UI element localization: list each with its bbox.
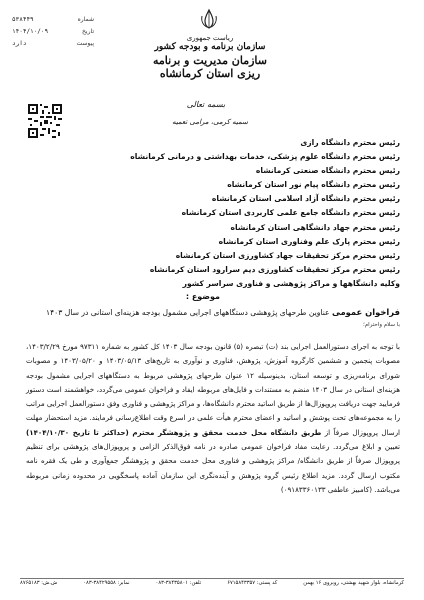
letter-meta [12,14,94,50]
footer-postal: کد پستی: ۶۷۱۵۸۴۳۳۵۷ [227,580,278,586]
letter-footer [20,580,404,586]
emblem-icon [198,8,220,30]
recipient-item: رئیس محترم دانشگاه پیام نور استان کرمانشاه [227,180,400,190]
footer-fax: نمابر: ۳۸۴۲۹۵۵۸-۰۸۳ [83,580,130,586]
body-text-1: با توجه به اجرای دستورالعمل اجرایی بند (ت) تبصره (۵) قانون بودجه سال ۱۴۰۳ کل کشور به شماره ۹۷۳۱۱ مورخ ۱۴۰۳/۲/۲۹، مصوبات پنجمین و ششمین کارگروه آموزش، پژوهش، فناوری و نوآوری به تاریخ‌های ۱۴۰۳/۰۵/۱۳ و ۱۴۰۳/۰۵/۲۰ و مصوبات شورای برنامه‌ریزی و توسعه استان، بدینوسیله ۱۲ عنوان طرحهای پژوهشی مربوط به دستگاههای اجرایی مشمول بودجه هزینه‌ای استانی در سال ۱۴۰۳ منضم به مستندات و فایل‌های مربوطه ایفاد و فراخوان عمومی می‌گردد، خواهشمند است دستور فرمایید جهت دریافت پروپوزال‌ها از طریق اساتید محترم دانشگاه‌ها، و مراکز پژوهشی و فناوری وفق دستورالعمل اجرایی مراتب را به مجموعه‌های تحت پوشش و اساتید و اعضای محترم هیأت علمی در اسرع وقت اطلاع‌رسانی فرمایند. مزید استحضار مهلت ارسال پروپوزال صرفاً از [26,342,400,437]
body-deadline: طریق دانشگاه محل خدمت محقق و پژوهشگر محترم (حداکثر تا تاریخ ۱۴۰۴/۱۰/۳۰) [26,427,322,437]
organization-header [150,34,270,80]
subject-text: عناوین طرحهای پژوهشی دستگاههای اجرایی مشمول بودجه هزینه‌ای استانی در سال ۱۴۰۳ [46,308,330,317]
recipient-item: وکلیه دانشگاهها و مراکز پژوهشی و فناوری سراسر کشور [182,278,400,288]
number-label: شماره [77,16,94,23]
date-value: ۱۴۰۴/۱۰/۰۹ [12,28,49,35]
bismillah: بسمه تعالی [186,100,226,109]
subject-label: موضوع : [185,292,220,301]
footer-id: ش.ش: ۸۷۶۵۱۸۳ [20,580,58,586]
recipient-item: رئیس محترم پارک علم وفناوری استان کرمانشاه [218,236,400,246]
attachment-label: پیوست [76,40,94,47]
recipient-item: رئیس محترم دانشگاه رازی [300,138,400,147]
recipients-list [20,136,400,291]
org-line-1: ریاست جمهوری [186,34,234,42]
footer-address: کرمانشاه، بلوار شهید بهشتی، روبروی ۱۶ بهمن [303,580,404,586]
recipient-item: رئیس محترم مرکز تحقیقات جهاد کشاورزی استان کرمانشاه [175,250,400,260]
attachment-value: دارد [12,40,27,47]
org-line-2: سازمان برنامه و بودجه کشور [154,42,266,52]
date-label: تاریخ [82,28,94,35]
recipient-item: رئیس محترم دانشگاه جامع علمی کاربردی استان کرمانشاه [181,208,400,218]
recipient-item: رئیس محترم جهاد دانشگاهی استان کرمانشاه [230,222,400,232]
qr-code-icon [28,104,62,138]
subject-line [20,306,400,319]
recipient-item: رئیس محترم دانشگاه آزاد اسلامی استان کرمانشاه [211,194,400,204]
recipient-item: رئیس محترم مرکز تحقیقات کشاورزی دیم سرارود استان کرمانشاه [149,264,400,274]
letter-body [26,340,400,497]
number-value: ۵۳۸۴۴۹ [12,16,34,23]
greeting-salam: با سلام واحترام؛ [363,322,400,328]
subject-title: فراخوان عمومی [331,307,400,317]
recipient-item: رئیس محترم دانشگاه علوم پزشکی، خدمات بهداشتی و درمانی کرمانشاه [130,152,400,162]
org-line-3: سازمان مدیریت و برنامه ریزی استان کرمانشاه [153,54,267,80]
footer-phone: تلفن: ۳۸۴۳۵۸۰۱-۰۸۳ [155,580,202,586]
footer-divider [20,578,404,579]
greeting-line: سمیه کرمی، مرامی تعمیه [172,118,248,126]
recipient-item: رئیس محترم دانشگاه صنعتی کرمانشاه [255,166,400,176]
body-text-2: تعیین و ابلاغ می‌گردد. رعایت مفاد فراخوان عمومی صادره در نامه فوق‌الذکر الزامی و پروپوزال‌های پژوهشی برای تنظیم پروپوزال صرفاً از طریق دانشگاه/ مراکز پژوهشی و فناوری محل خدمت محقق و پژوهشگر جمع‌آوری و طی یک فقره نامه مکتوب ارسال گردد. مزید اطلاع رئیس گروه پژوهش و آینده‌نگری این سازمان آماده پاسخگویی در محدوده زمانی مربوطه می‌باشد. (کامبیز عاطفی ۰۹۱۸۳۳۶۰۱۳۳) [26,442,400,494]
